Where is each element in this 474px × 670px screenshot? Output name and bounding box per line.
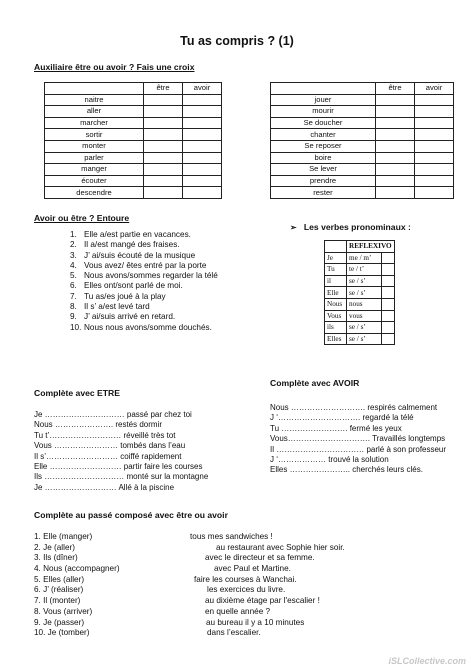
section-heading-pronominaux: [290, 222, 411, 232]
pronominaux-title: Les verbes pronominaux :: [303, 222, 411, 232]
table-row: [325, 333, 395, 345]
gap-cell: [222, 129, 271, 141]
list-item: [70, 312, 218, 322]
item-prompt: 3. Ils (dîner): [34, 553, 78, 563]
fill-line[interactable]: Vous…………………………. Travaillés longtemps: [270, 434, 446, 444]
fill-line[interactable]: Tu ……………………. fermé les yeux: [270, 423, 402, 433]
gap-cell: [222, 140, 271, 152]
col-avoir: avoir: [415, 83, 454, 95]
table-row: [325, 298, 395, 310]
checkbox-cell[interactable]: [183, 152, 222, 164]
list-item: [70, 281, 218, 291]
blank-cell: [45, 83, 144, 95]
checkbox-cell[interactable]: [415, 187, 454, 199]
item-text[interactable]: Elles ont/sont parlé de moi.: [84, 281, 183, 291]
verb-cell: marcher: [45, 117, 144, 129]
checkbox-cell[interactable]: [376, 175, 415, 187]
checkbox-cell[interactable]: [183, 106, 222, 118]
item-rest: au dixième étage par l'escalier !: [205, 596, 320, 606]
checkbox-cell[interactable]: [183, 129, 222, 141]
blank-cell: [325, 241, 347, 253]
checkbox-cell[interactable]: [415, 164, 454, 176]
checkbox-cell[interactable]: [415, 140, 454, 152]
table-row: [45, 117, 454, 129]
empty-cell: [382, 252, 394, 264]
reflexive-cell: me / m’: [347, 252, 382, 264]
item-number: 7.: [70, 291, 77, 301]
table-row: [325, 287, 395, 299]
fill-line[interactable]: Elle ……………………… partir faire les courses: [34, 462, 203, 472]
table-row: [45, 140, 454, 152]
table-row: [325, 322, 395, 334]
verb-cell: naitre: [45, 94, 144, 106]
gap-cell: [222, 106, 271, 118]
reflexivo-header: REFLEXIVO: [347, 241, 395, 253]
list-item: [70, 271, 218, 281]
reflexive-cell: se / s’: [347, 275, 382, 287]
checkbox-cell[interactable]: [415, 94, 454, 106]
fill-line[interactable]: Je ………………………… passé par chez toi: [34, 410, 192, 419]
table-header-row: [45, 83, 454, 95]
section-heading-etre: Complète avec ETRE: [34, 388, 120, 398]
pronoun-cell: Vous: [325, 310, 347, 322]
pronoun-cell: Je: [325, 252, 347, 264]
item-prompt: 1. Elle (manger): [34, 532, 93, 541]
checkbox-cell[interactable]: [376, 140, 415, 152]
empty-cell: [382, 322, 394, 334]
entoure-list: [70, 230, 218, 333]
checkbox-cell[interactable]: [144, 129, 183, 141]
item-text[interactable]: Il a/est mangé des fraises.: [84, 240, 180, 250]
list-item: [34, 575, 454, 586]
pronoun-cell: Tu: [325, 264, 347, 276]
section-heading-auxiliaire: Auxiliaire être ou avoir ? Fais une croix: [34, 62, 195, 72]
reflexive-cell: se / s’: [347, 333, 382, 345]
list-item: [70, 323, 218, 333]
col-etre: être: [144, 83, 183, 95]
auxiliary-table: [44, 82, 454, 199]
verb-cell: aller: [45, 106, 144, 118]
checkbox-cell[interactable]: [144, 152, 183, 164]
checkbox-cell[interactable]: [376, 94, 415, 106]
checkbox-cell[interactable]: [415, 129, 454, 141]
checkbox-cell[interactable]: [144, 187, 183, 199]
verb-cell: Se doucher: [271, 117, 376, 129]
table-row: [45, 94, 454, 106]
gap-cell: [222, 94, 271, 106]
gap-cell: [222, 175, 271, 187]
checkbox-cell[interactable]: [183, 187, 222, 199]
verb-cell: mourir: [271, 106, 376, 118]
list-item: [70, 240, 218, 250]
item-prompt: 7. Il (monter): [34, 596, 81, 606]
list-item: [70, 302, 218, 312]
blank-cell: [271, 83, 376, 95]
item-number: 1.: [70, 230, 77, 239]
checkbox-cell[interactable]: [144, 94, 183, 106]
pronoun-cell: Elles: [325, 333, 347, 345]
checkbox-cell[interactable]: [376, 187, 415, 199]
list-item: [34, 596, 454, 607]
list-item: [70, 251, 218, 261]
checkbox-cell[interactable]: [144, 175, 183, 187]
item-number: 8.: [70, 302, 77, 312]
fill-line[interactable]: Elles ………………….. cherchés leurs clés.: [270, 465, 423, 475]
section-heading-passe-compose: Complète au passé composé avec être ou avoir: [34, 510, 228, 520]
pronoun-cell: Nous: [325, 298, 347, 310]
item-text[interactable]: Nous nous avons/somme douchés.: [84, 322, 212, 332]
reflexive-cell: te / t’: [347, 264, 382, 276]
checkbox-cell[interactable]: [183, 117, 222, 129]
list-item: [34, 553, 454, 564]
table-row: [45, 106, 454, 118]
item-text[interactable]: Tu as/es joué à la play: [84, 291, 166, 301]
item-text[interactable]: J’ ai/suis arrivé en retard.: [84, 312, 176, 322]
checkbox-cell[interactable]: [183, 140, 222, 152]
empty-cell: [382, 298, 394, 310]
list-item: [34, 543, 454, 554]
fill-line[interactable]: Tu t’……………………… réveillé très tot: [34, 430, 176, 440]
item-rest: en quelle année ?: [205, 606, 271, 616]
item-text[interactable]: Nous avons/sommes regarder la télé: [84, 271, 218, 281]
gap-cell: [222, 152, 271, 164]
reflexive-cell: se / s’: [347, 287, 382, 299]
checkbox-cell[interactable]: [415, 106, 454, 118]
reflexive-cell: vous: [347, 310, 382, 322]
checkbox-cell[interactable]: [144, 164, 183, 176]
item-prompt: 8. Vous (arriver): [34, 606, 93, 616]
empty-cell: [382, 264, 394, 276]
fill-line[interactable]: Vous …………………… tombés dans l’eau: [34, 441, 186, 451]
item-rest: avec le directeur et sa femme.: [205, 553, 315, 563]
list-item: [70, 230, 218, 240]
passe-compose-list: [34, 532, 454, 639]
empty-cell: [382, 310, 394, 322]
item-text[interactable]: Il s’ a/est levé tard: [84, 302, 150, 312]
item-number: 3.: [70, 250, 77, 260]
checkbox-cell[interactable]: [376, 164, 415, 176]
item-rest: tous mes sandwiches !: [190, 532, 273, 541]
checkbox-cell[interactable]: [183, 175, 222, 187]
fill-line[interactable]: Il …………………………… parlé à son professeur: [270, 444, 447, 454]
reflexive-table: [324, 240, 395, 345]
gap-cell: [222, 187, 271, 199]
arrow-icon: ➢: [290, 223, 297, 232]
list-item: [34, 618, 454, 629]
verb-cell: Se reposer: [271, 140, 376, 152]
item-prompt: 5. Elles (aller): [34, 574, 85, 584]
verb-cell: chanter: [271, 129, 376, 141]
checkbox-cell[interactable]: [183, 94, 222, 106]
checkbox-cell[interactable]: [144, 117, 183, 129]
checkbox-cell[interactable]: [144, 140, 183, 152]
checkbox-cell[interactable]: [415, 152, 454, 164]
table-row: [325, 275, 395, 287]
item-text[interactable]: Vous avez/ êtes entré par la porte: [84, 260, 207, 270]
verb-cell: jouer: [271, 94, 376, 106]
watermark: iSLCollective.com: [388, 656, 466, 666]
fill-line[interactable]: Il s’……………………… coiffé rapidement: [34, 451, 182, 461]
table-row: [45, 175, 454, 187]
table-row: [325, 310, 395, 322]
list-item: [34, 585, 454, 596]
gap-cell: [222, 117, 271, 129]
fill-line[interactable]: J ‘……………… trouvé la solution: [270, 455, 389, 465]
checkbox-cell[interactable]: [376, 152, 415, 164]
section-heading-avoir: Complète avec AVOIR: [270, 378, 360, 388]
empty-cell: [382, 333, 394, 345]
item-number: 10.: [70, 322, 82, 332]
reflexive-cell: se / s’: [347, 322, 382, 334]
item-rest: au restaurant avec Sophie hier soir.: [216, 542, 345, 552]
pronoun-cell: ils: [325, 322, 347, 334]
verb-cell: écouter: [45, 175, 144, 187]
item-number: 5.: [70, 271, 77, 281]
item-number: 4.: [70, 260, 77, 270]
verb-cell: rester: [271, 187, 376, 199]
list-item: [70, 292, 218, 302]
item-number: 2.: [70, 240, 77, 250]
gap-cell: [222, 83, 271, 95]
gap-cell: [222, 164, 271, 176]
fill-line[interactable]: Nous ………………………. respirés calmement: [270, 403, 438, 412]
verb-cell: boire: [271, 152, 376, 164]
table-row: [325, 264, 395, 276]
item-rest: dans l’escalier.: [207, 628, 261, 638]
item-rest: au bureau il y a 10 minutes: [206, 617, 305, 627]
col-avoir: avoir: [183, 83, 222, 95]
etre-list: [34, 410, 208, 493]
verb-cell: sortir: [45, 129, 144, 141]
avoir-list: [270, 403, 446, 476]
list-item: [34, 628, 454, 639]
item-prompt: 9. Je (passer): [34, 617, 85, 627]
table-row: [45, 187, 454, 199]
item-prompt: 6. J’ (réaliser): [34, 585, 84, 595]
table-row: [45, 152, 454, 164]
item-prompt: 10. Je (tomber): [34, 628, 90, 638]
verb-cell: monter: [45, 140, 144, 152]
pronoun-cell: il: [325, 275, 347, 287]
list-item: [34, 607, 454, 618]
checkbox-cell[interactable]: [376, 117, 415, 129]
section-heading-entoure: Avoir ou être ? Entoure: [34, 213, 130, 223]
table-header-row: [325, 241, 395, 253]
table-row: [45, 129, 454, 141]
checkbox-cell[interactable]: [183, 164, 222, 176]
item-number: 6.: [70, 281, 77, 291]
list-item: [34, 564, 454, 575]
list-item: [70, 261, 218, 271]
item-rest: faire les courses à Wanchai.: [194, 574, 297, 584]
item-rest: avec Paul et Martine.: [214, 564, 291, 574]
pronoun-cell: Elle: [325, 287, 347, 299]
item-text[interactable]: J’ ai/suis écouté de la musique: [84, 250, 196, 260]
item-prompt: 2. Je (aller): [34, 542, 75, 552]
table-row: [45, 164, 454, 176]
item-text[interactable]: Elle a/est partie en vacances.: [84, 230, 191, 239]
checkbox-cell[interactable]: [376, 129, 415, 141]
table-row: [325, 252, 395, 264]
reflexive-cell: nous: [347, 298, 382, 310]
list-item: [34, 532, 454, 543]
verb-cell: descendre: [45, 187, 144, 199]
fill-line[interactable]: Ils ………………………… monté sur la montagne: [34, 472, 209, 482]
checkbox-cell[interactable]: [415, 117, 454, 129]
verb-cell: manger: [45, 164, 144, 176]
page-title: Tu as compris ? (1): [180, 34, 294, 48]
col-etre: être: [376, 83, 415, 95]
checkbox-cell[interactable]: [376, 106, 415, 118]
fill-line[interactable]: J ‘…………………………. regardé la télé: [270, 413, 414, 423]
fill-line[interactable]: Nous …………………. restés dormir: [34, 420, 163, 430]
fill-line[interactable]: Je ……………………… Allé à la piscine: [34, 482, 175, 492]
checkbox-cell[interactable]: [415, 175, 454, 187]
verb-cell: prendre: [271, 175, 376, 187]
item-rest: les exercices du livre.: [207, 585, 286, 595]
item-number: 9.: [70, 312, 77, 322]
empty-cell: [382, 287, 394, 299]
verb-cell: parler: [45, 152, 144, 164]
verb-cell: Se lever: [271, 164, 376, 176]
empty-cell: [382, 275, 394, 287]
item-prompt: 4. Nous (accompagner): [34, 564, 120, 574]
checkbox-cell[interactable]: [144, 106, 183, 118]
